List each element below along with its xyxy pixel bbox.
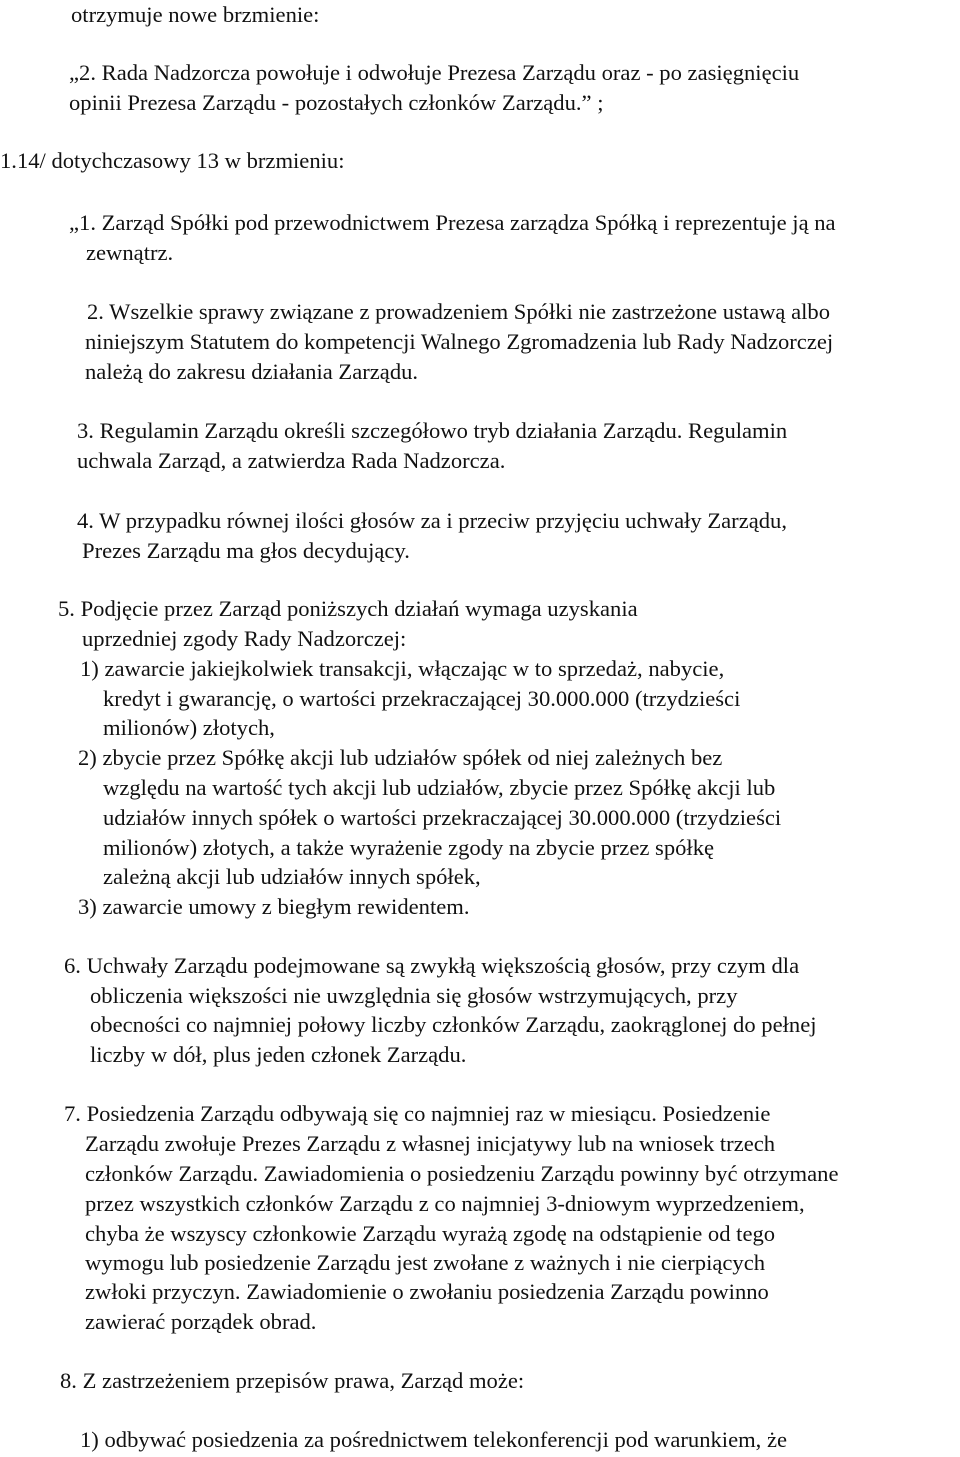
paragraph-7-line-3: członków Zarządu. Zawiadomienia o posiedzeniu Zarządu powinny być otrzymane — [85, 1161, 839, 1186]
paragraph-5-item-1-line-1: 1) zawarcie jakiejkolwiek transakcji, włączając w to sprzedaż, nabycie, — [80, 656, 725, 681]
paragraph-5-item-1-line-2: kredyt i gwarancję, o wartości przekraczającej 30.000.000 (trzydzieści — [103, 686, 741, 711]
paragraph-3-line-1: 3. Regulamin Zarządu określi szczegółowo tryb działania Zarządu. Regulamin — [77, 418, 788, 443]
paragraph-5-item-2-line-1: 2) zbycie przez Spółkę akcji lub udziałów spółek od niej zależnych bez — [78, 745, 723, 770]
paragraph-6-line-1: 6. Uchwały Zarządu podejmowane są zwykłą większością głosów, przy czym dla — [64, 953, 800, 978]
paragraph-5-line-1: 5. Podjęcie przez Zarząd poniższych działań wymaga uzyskania — [58, 596, 638, 621]
paragraph-8-line-1: 8. Z zastrzeżeniem przepisów prawa, Zarząd może: — [60, 1368, 525, 1393]
intro-line: otrzymuje nowe brzmienie: — [71, 2, 320, 27]
paragraph-4-line-2: Prezes Zarządu ma głos decydujący. — [82, 538, 410, 563]
paragraph-7-line-7: zwłoki przyczyn. Zawiadomienie o zwołaniu posiedzenia Zarządu powinno — [85, 1279, 769, 1304]
paragraph-6-line-4: liczby w dół, plus jeden członek Zarządu. — [90, 1042, 467, 1067]
paragraph-5-line-2: uprzedniej zgody Rady Nadzorczej: — [82, 626, 407, 651]
paragraph-4-line-1: 4. W przypadku równej ilości głosów za i przeciw przyjęciu uchwały Zarządu, — [77, 508, 787, 533]
paragraph-2-line-1: 2. Wszelkie sprawy związane z prowadzeniem Spółki nie zastrzeżone ustawą albo — [87, 299, 830, 324]
paragraph-7-line-4: przez wszystkich członków Zarządu z co najmniej 3-dniowym wyprzedzeniem, — [85, 1191, 805, 1216]
quote-rada-line-1: „2. Rada Nadzorcza powołuje i odwołuje Prezesa Zarządu oraz - po zasięgnięciu — [69, 60, 800, 85]
paragraph-5-item-2-line-3: udziałów innych spółek o wartości przekraczającej 30.000.000 (trzydzieści — [103, 805, 782, 830]
paragraph-3-line-2: uchwala Zarząd, a zatwierdza Rada Nadzorcza. — [77, 448, 506, 473]
paragraph-7-line-5: chyba że wszyscy członkowie Zarządu wyrażą zgodę na odstąpienie od tego — [85, 1221, 776, 1246]
paragraph-7-line-8: zawierać porządek obrad. — [85, 1309, 317, 1334]
quote-rada-line-2: opinii Prezesa Zarządu - pozostałych członków Zarządu.” ; — [69, 90, 604, 115]
paragraph-7-line-2: Zarządu zwołuje Prezes Zarządu z własnej inicjatywy lub na wniosek trzech — [85, 1131, 776, 1156]
paragraph-7-line-6: wymogu lub posiedzenie Zarządu jest zwołane z ważnych i nie cierpiących — [85, 1250, 766, 1275]
paragraph-2-line-3: należą do zakresu działania Zarządu. — [85, 359, 419, 384]
paragraph-5-item-2-line-4: milionów) złotych, a także wyrażenie zgody na zbycie przez spółkę — [103, 835, 715, 860]
paragraph-5-item-1-line-3: milionów) złotych, — [103, 715, 275, 740]
paragraph-6-line-3: obecności co najmniej połowy liczby członków Zarządu, zaokrąglonej do pełnej — [90, 1012, 817, 1037]
paragraph-1-line-2: zewnątrz. — [86, 240, 174, 265]
paragraph-5-item-2-line-5: zależną akcji lub udziałów innych spółek, — [103, 864, 481, 889]
paragraph-2-line-2: niniejszym Statutem do kompetencji Walnego Zgromadzenia lub Rady Nadzorczej — [85, 329, 834, 354]
paragraph-8-item-1-line-1: 1) odbywać posiedzenia za pośrednictwem telekonferencji pod warunkiem, że — [80, 1427, 788, 1452]
section-heading-13: 1.14/ dotychczasowy 13 w brzmieniu: — [0, 148, 345, 173]
paragraph-6-line-2: obliczenia większości nie uwzględnia się głosów wstrzymujących, przy — [90, 983, 738, 1008]
paragraph-5-item-3-line-1: 3) zawarcie umowy z biegłym rewidentem. — [78, 894, 470, 919]
paragraph-1-line-1: „1. Zarząd Spółki pod przewodnictwem Prezesa zarządza Spółką i reprezentuje ją na — [69, 210, 836, 235]
paragraph-7-line-1: 7. Posiedzenia Zarządu odbywają się co najmniej raz w miesiącu. Posiedzenie — [64, 1101, 771, 1126]
paragraph-5-item-2-line-2: względu na wartość tych akcji lub udziałów, zbycie przez Spółkę akcji lub — [103, 775, 776, 800]
